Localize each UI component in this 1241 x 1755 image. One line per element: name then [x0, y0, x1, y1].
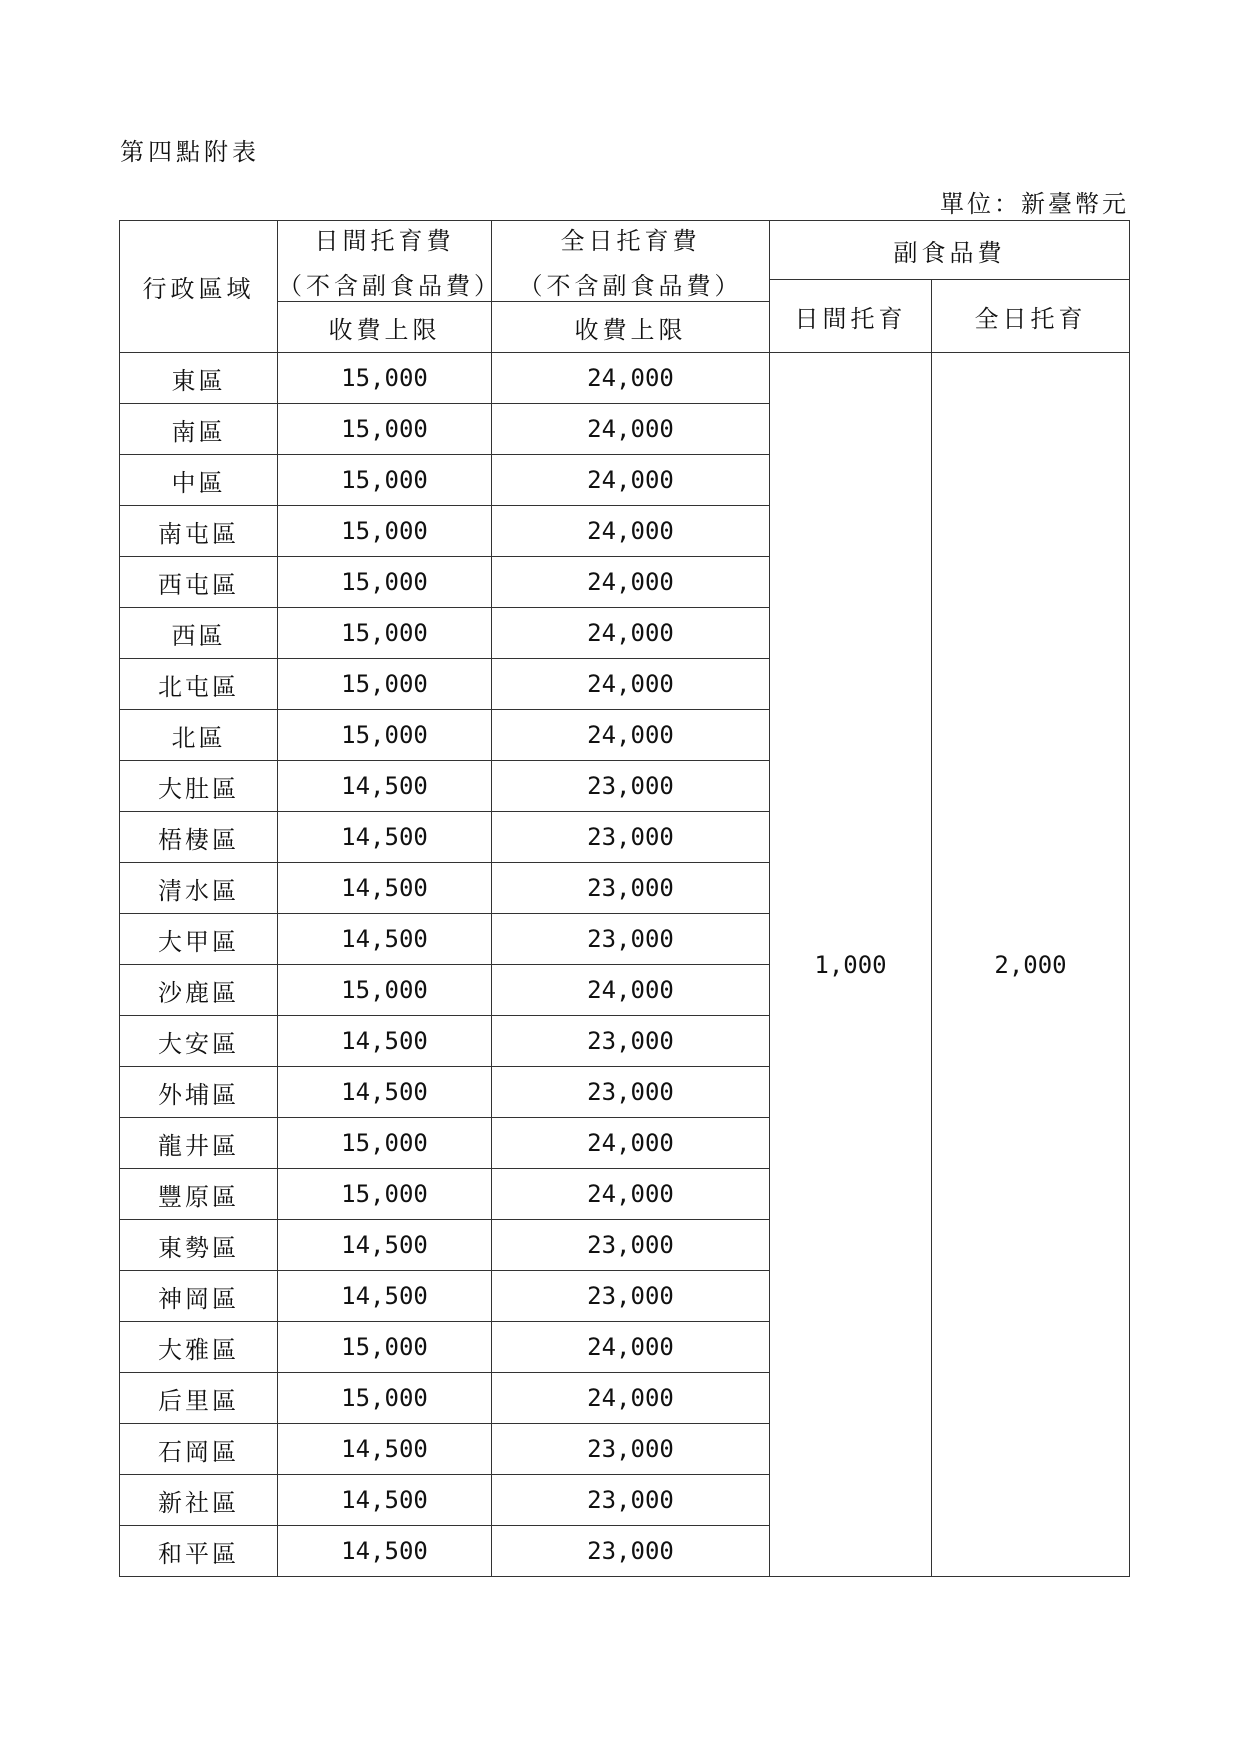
fullday-fee-cell: 23,000: [492, 1016, 770, 1067]
daytime-fee-cell: 15,000: [278, 506, 492, 557]
header-row-1: [120, 221, 1130, 280]
fullday-fee-cell: 23,000: [492, 812, 770, 863]
fullday-fee-cell: 24,000: [492, 1373, 770, 1424]
daytime-fee-cell: 14,500: [278, 1016, 492, 1067]
daytime-fee-cell: 15,000: [278, 353, 492, 404]
daytime-fee-cell: 15,000: [278, 710, 492, 761]
header-daytime-fee-note: （不含副食品費）: [278, 272, 502, 300]
supplement-daytime-value: 1,000: [770, 353, 932, 1577]
supplement-fullday-value: 2,000: [932, 353, 1130, 1577]
fullday-fee-cell: 23,000: [492, 761, 770, 812]
district-cell: 中區: [120, 455, 278, 506]
table-row: [120, 353, 1130, 404]
daytime-fee-cell: 15,000: [278, 659, 492, 710]
header-supplement-fullday: 全日托育: [932, 280, 1130, 353]
district-cell: 外埔區: [120, 1067, 278, 1118]
fullday-fee-cell: 24,000: [492, 506, 770, 557]
district-cell: 東勢區: [120, 1220, 278, 1271]
district-cell: 梧棲區: [120, 812, 278, 863]
fee-table: [119, 220, 1130, 1577]
document-title: 第四點附表: [120, 138, 260, 166]
fullday-fee-cell: 24,000: [492, 557, 770, 608]
daytime-fee-cell: 15,000: [278, 1322, 492, 1373]
header-fullday-fee-label: 全日托育費: [560, 227, 701, 255]
daytime-fee-cell: 15,000: [278, 404, 492, 455]
district-cell: 西區: [120, 608, 278, 659]
district-cell: 豐原區: [120, 1169, 278, 1220]
header-district: 行政區域: [120, 221, 278, 353]
header-daytime-cap: 收費上限: [278, 302, 492, 353]
header-daytime-fee-label: 日間托育費: [314, 227, 455, 255]
fullday-fee-cell: 23,000: [492, 1220, 770, 1271]
daytime-fee-cell: 14,500: [278, 1271, 492, 1322]
district-cell: 清水區: [120, 863, 278, 914]
district-cell: 龍井區: [120, 1118, 278, 1169]
district-cell: 大安區: [120, 1016, 278, 1067]
district-cell: 西屯區: [120, 557, 278, 608]
district-cell: 南屯區: [120, 506, 278, 557]
fullday-fee-cell: 23,000: [492, 1271, 770, 1322]
header-supplement-fee: 副食品費: [770, 221, 1130, 280]
district-cell: 和平區: [120, 1526, 278, 1577]
daytime-fee-cell: 15,000: [278, 965, 492, 1016]
header-daytime-fee: [278, 221, 502, 302]
daytime-fee-cell: 14,500: [278, 1526, 492, 1577]
header-supplement-daytime: 日間托育: [770, 280, 932, 353]
district-cell: 東區: [120, 353, 278, 404]
header-fullday-fee: [492, 221, 770, 302]
district-cell: 南區: [120, 404, 278, 455]
fullday-fee-cell: 24,000: [492, 965, 770, 1016]
daytime-fee-cell: 14,500: [278, 1067, 492, 1118]
district-cell: 北屯區: [120, 659, 278, 710]
daytime-fee-cell: 15,000: [278, 1118, 492, 1169]
district-cell: 石岡區: [120, 1424, 278, 1475]
district-cell: 大甲區: [120, 914, 278, 965]
daytime-fee-cell: 14,500: [278, 1220, 492, 1271]
fullday-fee-cell: 24,000: [492, 710, 770, 761]
daytime-fee-cell: 14,500: [278, 761, 492, 812]
fullday-fee-cell: 24,000: [492, 608, 770, 659]
district-cell: 神岡區: [120, 1271, 278, 1322]
fullday-fee-cell: 23,000: [492, 1526, 770, 1577]
daytime-fee-cell: 14,500: [278, 1475, 492, 1526]
fullday-fee-cell: 24,000: [492, 1169, 770, 1220]
fullday-fee-cell: 24,000: [492, 455, 770, 506]
fullday-fee-cell: 23,000: [492, 863, 770, 914]
daytime-fee-cell: 14,500: [278, 914, 492, 965]
fullday-fee-cell: 23,000: [492, 1475, 770, 1526]
fullday-fee-cell: 23,000: [492, 1067, 770, 1118]
fullday-fee-cell: 23,000: [492, 914, 770, 965]
daytime-fee-cell: 15,000: [278, 557, 492, 608]
district-cell: 后里區: [120, 1373, 278, 1424]
district-cell: 大肚區: [120, 761, 278, 812]
daytime-fee-cell: 14,500: [278, 1424, 492, 1475]
fullday-fee-cell: 24,000: [492, 1118, 770, 1169]
fullday-fee-cell: 24,000: [492, 659, 770, 710]
header-fullday-cap: 收費上限: [492, 302, 770, 353]
district-cell: 新社區: [120, 1475, 278, 1526]
unit-label: 單位：新臺幣元: [940, 190, 1129, 218]
district-cell: 沙鹿區: [120, 965, 278, 1016]
daytime-fee-cell: 15,000: [278, 1373, 492, 1424]
district-cell: 北區: [120, 710, 278, 761]
fullday-fee-cell: 24,000: [492, 404, 770, 455]
header-fullday-fee-note: （不含副食品費）: [518, 272, 743, 300]
daytime-fee-cell: 14,500: [278, 863, 492, 914]
fullday-fee-cell: 24,000: [492, 353, 770, 404]
district-cell: 大雅區: [120, 1322, 278, 1373]
fullday-fee-cell: 23,000: [492, 1424, 770, 1475]
daytime-fee-cell: 15,000: [278, 608, 492, 659]
daytime-fee-cell: 15,000: [278, 1169, 492, 1220]
daytime-fee-cell: 15,000: [278, 455, 492, 506]
daytime-fee-cell: 14,500: [278, 812, 492, 863]
fullday-fee-cell: 24,000: [492, 1322, 770, 1373]
